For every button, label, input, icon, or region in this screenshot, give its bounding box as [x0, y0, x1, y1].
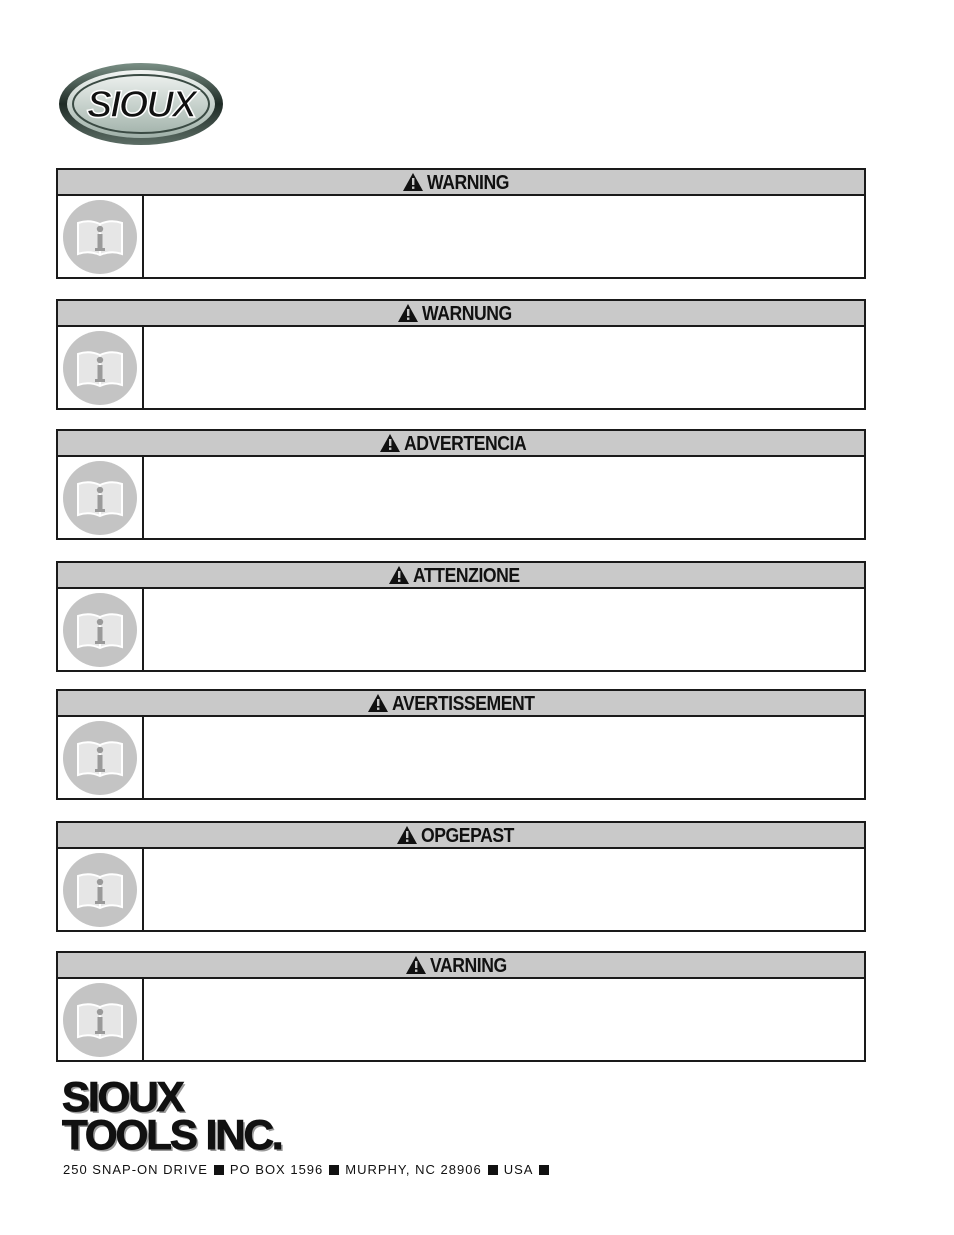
warning-text — [144, 196, 864, 277]
warning-header — [58, 691, 864, 717]
sioux-logo — [56, 60, 226, 148]
warning-header — [58, 953, 864, 979]
read-manual-icon — [62, 330, 138, 406]
company-name-line1: SIOUX — [62, 1073, 183, 1120]
square-bullet-icon — [214, 1165, 224, 1175]
square-bullet-icon — [488, 1165, 498, 1175]
warning-triangle-icon — [396, 825, 418, 845]
svg-text:SIOUX: SIOUX — [86, 84, 196, 126]
warning-box-english — [56, 168, 866, 279]
warning-title: WARNUNG — [422, 303, 513, 325]
warning-text — [144, 327, 864, 408]
warning-title: WARNING — [426, 172, 509, 194]
warning-header — [58, 823, 864, 849]
warning-header — [58, 301, 864, 327]
warning-title: ADVERTENCIA — [404, 433, 527, 455]
warning-triangle-icon — [388, 565, 410, 585]
warning-title: ATTENZIONE — [412, 565, 520, 587]
warning-text — [144, 457, 864, 538]
address-country: USA — [503, 1162, 534, 1177]
warning-header — [58, 431, 864, 457]
warning-title: AVERTISSEMENT — [392, 693, 536, 715]
address-pobox: PO BOX 1596 — [229, 1162, 324, 1177]
warning-box-french — [56, 689, 866, 800]
warning-box-dutch — [56, 821, 866, 932]
address-street: 250 SNAP-ON DRIVE — [63, 1162, 208, 1177]
warning-box-swedish — [56, 951, 866, 1062]
warning-triangle-icon — [397, 303, 419, 323]
warning-box-italian — [56, 561, 866, 672]
warning-text — [144, 589, 864, 670]
warning-box-german — [56, 299, 866, 410]
warning-box-spanish — [56, 429, 866, 540]
square-bullet-icon — [329, 1165, 339, 1175]
company-logo — [62, 1073, 352, 1162]
warning-text — [144, 717, 864, 798]
read-manual-icon — [62, 982, 138, 1058]
warning-triangle-icon — [405, 955, 427, 975]
warning-header — [58, 170, 864, 196]
square-bullet-icon — [539, 1165, 549, 1175]
company-name-line2: TOOLS INC. — [62, 1111, 282, 1158]
warning-text — [144, 849, 864, 930]
warning-triangle-icon — [367, 693, 389, 713]
warning-text — [144, 979, 864, 1060]
read-manual-icon — [62, 852, 138, 928]
warning-header — [58, 563, 864, 589]
warning-title: OPGEPAST — [420, 825, 514, 847]
read-manual-icon — [62, 592, 138, 668]
address-city: MURPHY, NC 28906 — [345, 1162, 482, 1177]
company-address — [63, 1162, 555, 1177]
read-manual-icon — [62, 460, 138, 536]
read-manual-icon — [62, 199, 138, 275]
warning-triangle-icon — [379, 433, 401, 453]
warning-triangle-icon — [402, 172, 424, 192]
read-manual-icon — [62, 720, 138, 796]
warning-title: VARNING — [429, 955, 507, 977]
